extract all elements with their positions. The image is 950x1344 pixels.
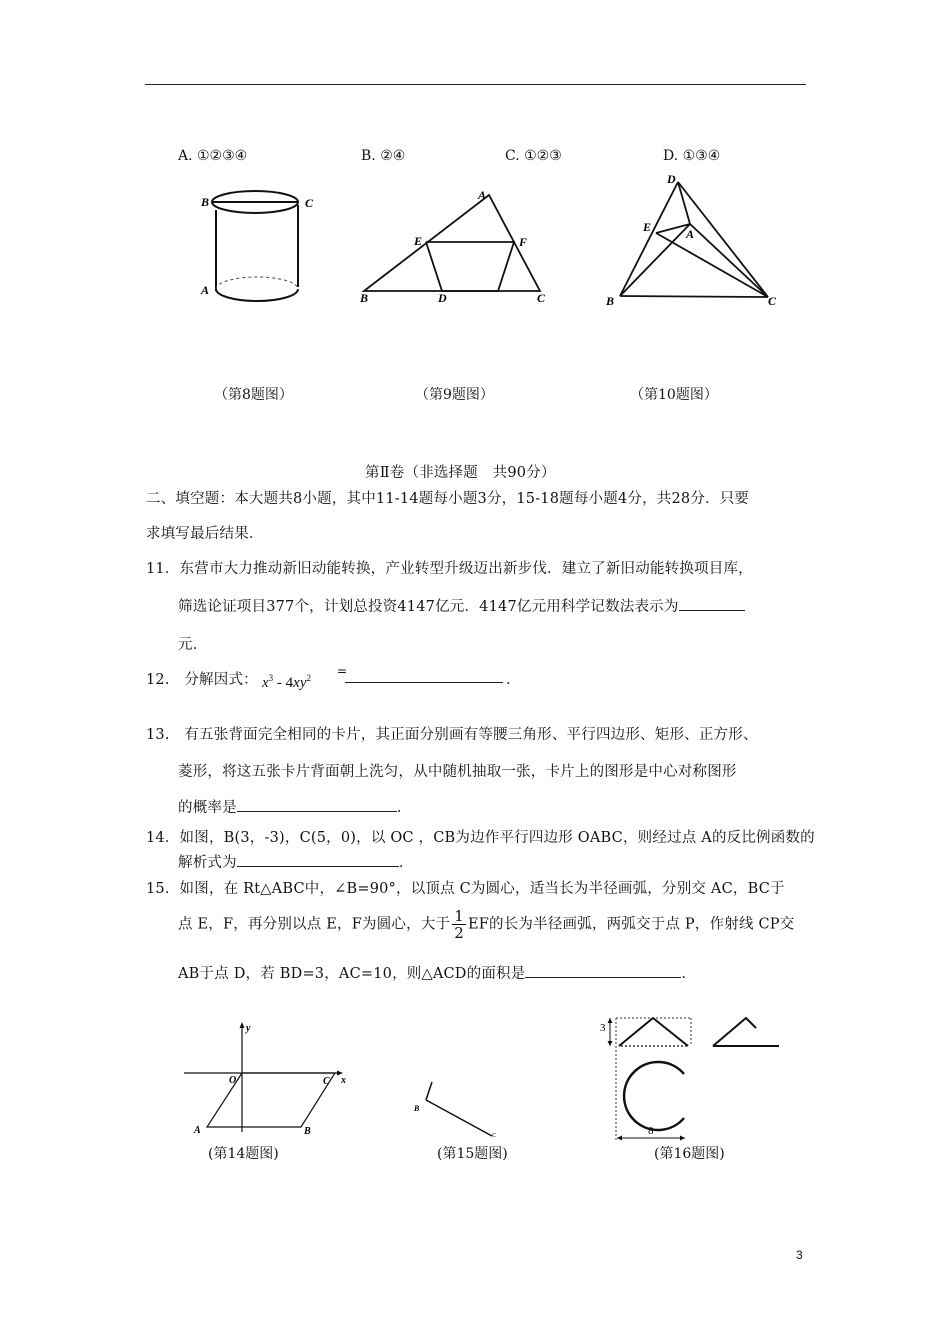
q13-end: ． [396,800,412,816]
page-number: 3 [796,1248,803,1262]
label-d: D [667,172,676,186]
q15-answer-blank [525,963,681,978]
figure-8-cylinder [195,185,320,310]
caption-fig-16: (第16题图) [654,1146,725,1162]
fraction-denominator: 2 [454,924,464,942]
label-a: A [201,283,210,297]
q13-answer-blank [237,797,397,812]
label-c: C [768,294,777,305]
q12-expression [262,673,311,692]
q12-answer-blank [345,668,503,683]
label-c: C [537,291,546,305]
segment-ab [426,1082,432,1100]
q11-answer-blank [679,596,745,611]
circle-arc [624,1062,684,1130]
label-c: C [323,1076,330,1087]
label-b: B [606,294,615,305]
caption-fig-10: （第10题图） [630,387,718,403]
q15-text-pre: 点 E，F，再分别以点 E，F为圆心，大于 [178,916,451,933]
q15-line3 [178,962,696,983]
q12-exp2: 2 [306,673,311,683]
y-axis-arrow [240,1022,245,1028]
label-b: B [414,1104,420,1113]
fraction-numerator: 1 [454,907,464,925]
section-intro-line1: 二、填空题：本大题共8小题，其中11-14题每小题3分，15-18题每小题4分，共28分．只要 [146,491,750,507]
section-intro-line2: 求填写最后结果． [146,526,264,542]
triangle-left [619,1018,688,1046]
cylinder-bottom-back [216,277,298,289]
label-c: C [492,1133,497,1139]
q12-exp3: 3 [268,673,274,683]
line-ac [690,224,768,297]
label-e: E [643,220,652,234]
q11-line2 [178,595,745,616]
q15-line2 [178,908,794,941]
q12-xy: xy [293,675,307,691]
label-e: E [414,234,423,248]
figure-16-shape [596,1012,786,1146]
q15-end: ． [681,966,697,982]
q12-x: x [262,675,269,691]
label-o: O [229,1075,237,1086]
q15-line1: 15．如图，在 Rt△ABC中，∠B=90°，以顶点 C为圆心，适当长为半径画弧，分别交 AC，BC于 [146,881,785,897]
figure-14-coordinate [180,1020,360,1138]
label-c: C [305,196,314,210]
cylinder-bottom-front [216,289,298,301]
line-db [620,182,678,296]
fraction-one-half [452,908,466,941]
q11-line3: 元． [178,637,208,653]
dimension-arrow-left [617,1136,622,1141]
q11-line1: 11．东营市大力推动新旧动能转换，产业转型升级迈出新步伐．建立了新旧动能转换项目库， [146,561,753,577]
figure-9-triangle [356,185,556,310]
label-a: A [194,1125,201,1136]
figure-15-triangle [408,1078,503,1140]
q15-text-post: EF的长为半径画弧，两弧交于点 P，作射线 CP交 [467,916,795,933]
section-title: 第Ⅱ卷（非选择题 共90分） [365,465,556,481]
parallelogram-oabc [207,1073,335,1127]
label-b: B [360,291,369,305]
q13-line1: 13. 有五张背面完全相同的卡片，其正面分别画有等腰三角形、平行四边形、矩形、正方形、 [146,727,758,743]
q11-text: 筛选论证项目377个，计划总投资4147亿元．4147亿元用科学记数法表示为 [178,599,679,615]
label-x: x [341,1075,346,1086]
label-b: B [304,1126,311,1137]
q12-eq: = [337,664,348,678]
dimension-arrow-down [608,1041,613,1046]
option-d: D. ①③④ [663,148,721,164]
segment-bc [426,1100,492,1136]
figure-10-triangles [600,170,785,305]
dimension-arrow-up [608,1018,613,1023]
q14-line1: 14．如图，B(3，-3)，C(5，0)，以 OC ，CB为边作平行四边形 OABC，则经过点 A的反比例函数的 [146,830,815,846]
q13-text: 的概率是 [178,800,237,816]
label-y: y [246,1023,251,1034]
option-b: B. ②④ [361,148,406,164]
q14-end: ． [398,855,414,871]
q13-line3 [178,796,412,817]
caption-fig-14: (第14题图) [208,1146,279,1162]
label-b: B [201,195,210,209]
label-a: A [686,227,695,241]
line-ab [620,224,690,296]
triangle-right [713,1018,756,1046]
q13-line2: 菱形，将这五张卡片背面朝上洗匀，从中随机抽取一张，卡片上的图形是中心对称图形 [178,764,737,780]
label-f: F [519,235,528,249]
label-3: 3 [600,1022,606,1034]
parallelogram-edfc [426,242,514,291]
line-bc [620,296,768,297]
header-rule [145,84,806,85]
q12-prefix: 12. 分解因式： [146,672,258,688]
q15-text: AB于点 D，若 BD=3，AC=10，则△ACD的面积是 [178,966,526,982]
label-d: D [438,291,447,305]
q12-end: ． [506,672,521,688]
label-8: 8 [648,1125,654,1137]
q14-text: 解析式为 [178,855,237,871]
dimension-arrow-right [680,1136,685,1141]
caption-fig-8: （第8题图） [214,387,293,403]
caption-fig-15: (第15题图) [437,1146,508,1162]
q14-answer-blank [237,852,399,867]
label-a: A [478,188,487,202]
option-a: A. ①②③④ [178,148,248,164]
caption-fig-9: （第9题图） [415,387,494,403]
q14-line2 [178,851,414,872]
option-c: C. ①②③ [505,148,562,164]
q12-mid: - 4 [273,675,294,691]
